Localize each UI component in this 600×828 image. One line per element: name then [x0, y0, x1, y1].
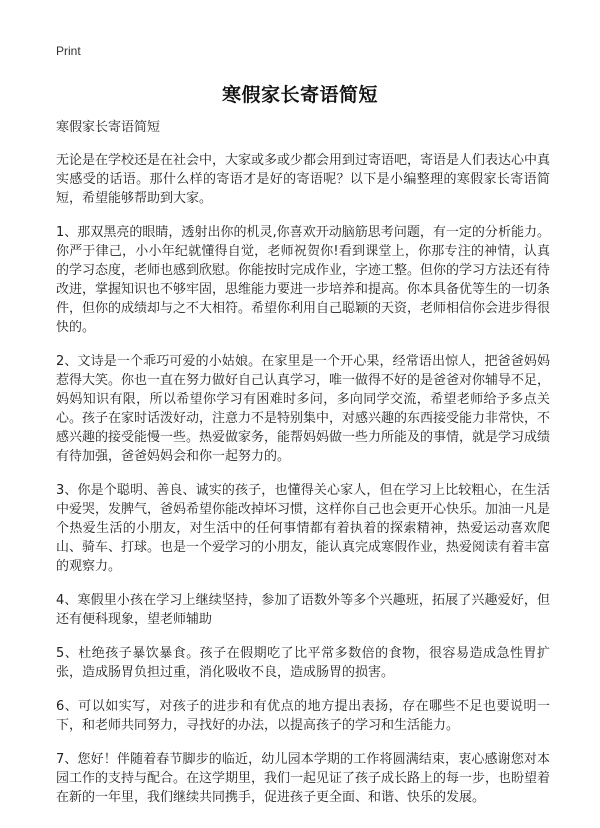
- document-body: [56, 118, 550, 822]
- message-paragraph-7: 7、您好！伴随着春节脚步的临近，幼儿园本学期的工作将圆满结束，衷心感谢您对本园工作的支持与配合。在这学期里，我们一起见证了孩子成长路上的每一步，也盼望着在新的一年里，我们继续共同携手，促进孩子更全面、和谐、快乐的发展。: [56, 752, 551, 805]
- message-paragraph-6: 6、可以如实写，对孩子的进步和有优点的地方提出表扬，存在哪些不足也要说明一下，和老师共同努力，寻找好的办法，以提高孩子的学习和生活能力。: [56, 699, 550, 733]
- document-subtitle: 寒假家长寄语简短: [56, 120, 161, 135]
- message-paragraph-3: 3、你是个聪明、善良、诚实的孩子，也懂得关心家人，但在学习上比较粗心，在生活中爱哭，发脾气，爸妈希望你能改掉坏习惯，这样你自己也会更开心快乐。加油一凡是个热爱生活的小朋友，对生活中的任何事情都有着执着的探索精神，热爱运动喜欢爬山、骑车、打球。也是一个爱学习的小朋友，能认真完成寒假作业，热爱阅读有着丰富的观察力。: [56, 483, 551, 574]
- message-paragraph-2: 2、文诗是一个乖巧可爱的小姑娘。在家里是一个开心果，经常语出惊人，把爸爸妈妈惹得大笑。你也一直在努力做好自己认真学习，唯一做得不好的是爸爸对你辅导不足，妈妈知识有限，所以希望你学习有困难时多问，多向同学交流，希望老师给予多点关心。孩子在家时话泼好动，注意力不是特别集中，对感兴趣的东西接受能力非常快，不感兴趣的接受能慢一些。热爱做家务，能帮妈妈做一些力所能及的事情，就是学习成绩有待加强，爸爸妈妈会和你一起努力的。: [56, 354, 551, 464]
- message-paragraph-5: 5、杜绝孩子暴饮暴食。孩子在假期吃了比平常多数倍的食物，很容易造成急性胃扩张，造成肠胃负担过重，消化吸收不良，造成肠胃的损害。: [56, 646, 550, 680]
- intro-paragraph: 无论是在学校还是在社会中，大家或多或少都会用到过寄语吧，寄语是人们表达心中真实感受的话语。那什么样的寄语才是好的寄语呢？以下是小编整理的寒假家长寄语简短，希望能够帮助到大家。: [56, 153, 551, 206]
- print-link[interactable]: Print: [56, 44, 81, 58]
- document-title: 寒假家长寄语简短: [221, 84, 378, 106]
- message-paragraph-1: 1、那双黑亮的眼睛，透射出你的机灵,你喜欢开动脑筋思考问题，有一定的分析能力。你严于律己，小小年纪就懂得自觉，老师祝贺你!看到课堂上，你那专注的神情，认真的学习态度，老师也感到欣慰。你能按时完成作业，字迹工整。但你的学习方法还有待改进，掌握知识也不够牢固，思维能力要进一步培养和提高。你本具备优等生的一切条件，但你的成绩却与之不大相符。希望你利用自己聪颖的天资，老师相信你会进步得很快的。: [56, 225, 551, 335]
- message-paragraph-4: 4、寒假里小孩在学习上继续坚持，参加了语数外等多个兴趣班，拓展了兴趣爱好，但还有便科现象，望老师辅助: [56, 593, 550, 627]
